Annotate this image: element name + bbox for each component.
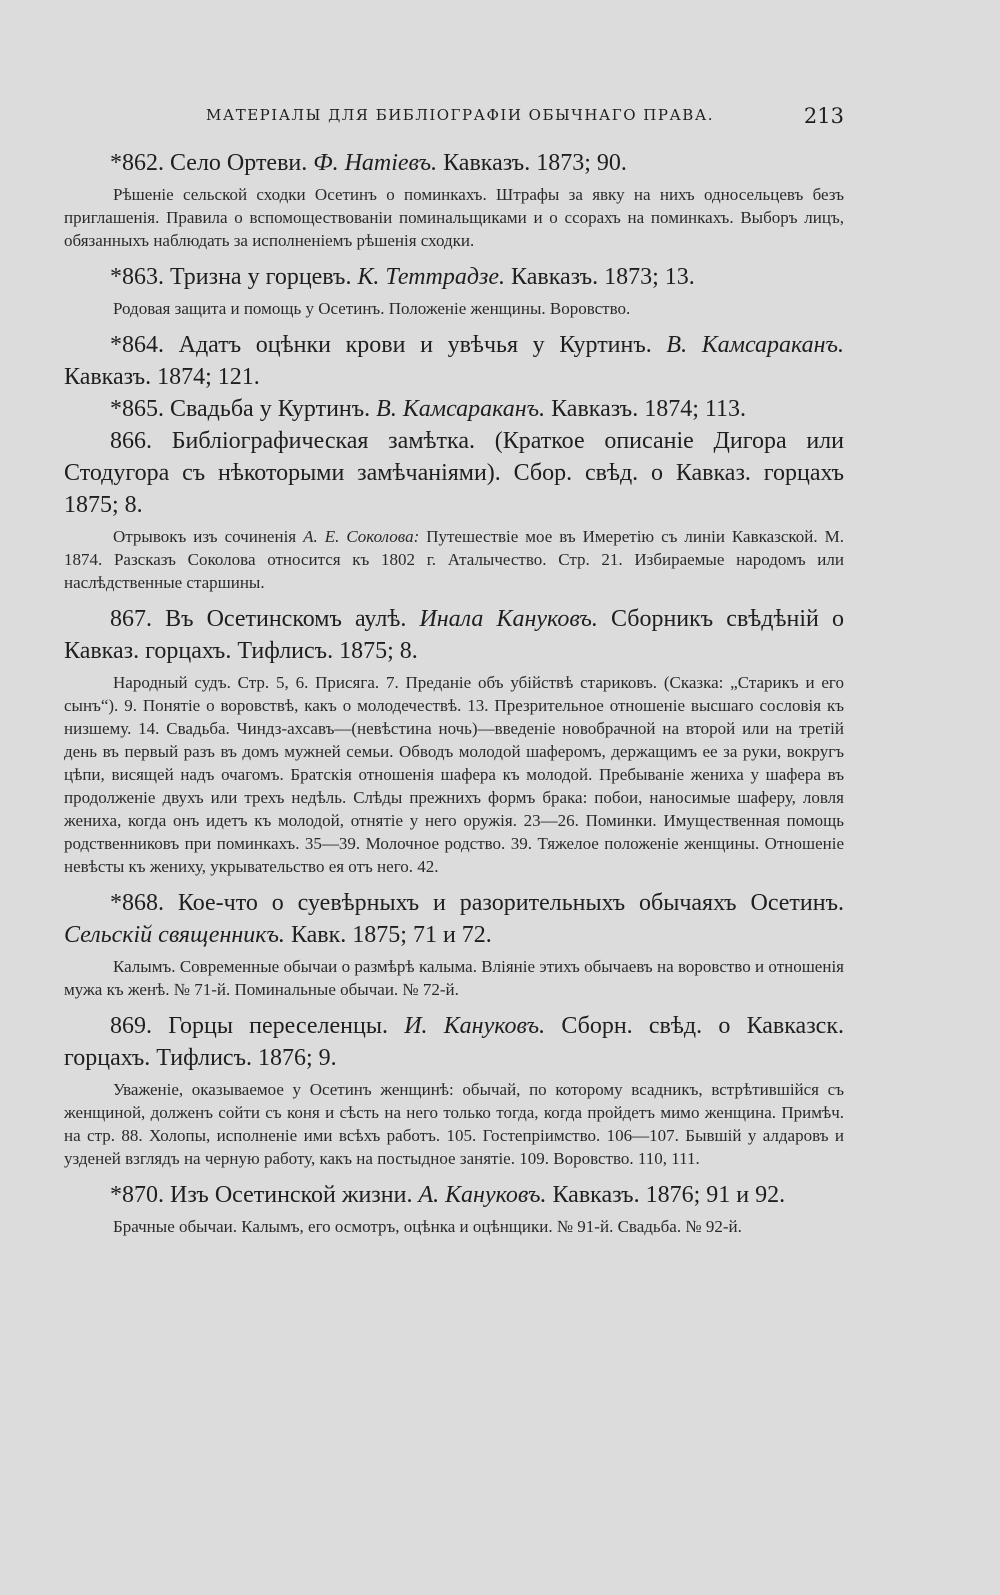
entry-863	[64, 261, 844, 320]
entry-title: 866. Библіографическая замѣтка. (Краткое описаніе Дигора или Стодугора съ нѣкоторыми замѣчаніями). Сбор. свѣд. о Кавказ. горцахъ 1875; 8.	[64, 428, 844, 518]
entry-author: Сельскій священникъ.	[64, 922, 285, 948]
entry-title: *870. Изъ Осетинской жизни. А. Кануковъ. Кавказъ. 1876; 91 и 92.	[110, 1182, 786, 1208]
entry-author: А. Кануковъ.	[418, 1182, 547, 1208]
entry-author: И. Кануковъ.	[404, 1013, 546, 1039]
entry-author: В. Камсараканъ.	[666, 332, 845, 358]
entry-title: *863. Тризна у горцевъ. К. Теттрадзе. Кавказъ. 1873; 13.	[110, 264, 695, 290]
entry-annotation: Брачные обычаи. Калымъ, его осмотръ, оцѣнка и оцѣнщики. № 91-й. Свадьба. № 92-й.	[113, 1217, 742, 1236]
entry-author: Инала Кануковъ.	[419, 606, 598, 632]
entry-867	[64, 603, 844, 878]
annotation-author: А. Е. Соколова:	[303, 527, 420, 546]
entry-title: *868. Кое-что о суевѣрныхъ и разорительныхъ обычаяхъ Осетинъ. Сельскій священникъ. Кавк. 1875; 71 и 72.	[64, 890, 844, 948]
bibliography-list	[64, 147, 844, 1247]
entry-866	[64, 425, 844, 594]
entry-annotation: Уваженіе, оказываемое у Осетинъ женщинѣ: обычай, по которому всадникъ, встрѣтившійся съ женщиной, долженъ сойти съ коня и сѣсть на него только тогда, когда пройдетъ мимо женщина. Примѣч. на стр. 88. Холопы, исполненіе ими всѣхъ работъ. 105. Гостепріимство. 106—107. Бывшій у алдаровъ и узденей взглядъ на черную работу, какъ на постыдное занятіе. 109. Воровство. 110, 111.	[64, 1080, 844, 1168]
page-number: 213	[803, 104, 844, 128]
entry-annotation: Народный судъ. Стр. 5, 6. Присяга. 7. Преданіе объ убійствѣ стариковъ. (Сказка: „Старикъ и его сынъ“). 9. Понятіе о воровствѣ, какъ о молодечествѣ. 13. Презрительное отношеніе высшаго сословія къ низшему. 14. Свадьба. Чиндз-ахсавъ—(невѣстина ночь)—введеніе новобрачной на второй или на третій день въ первый разъ въ домъ мужней семьи. Обводъ молодой шаферомъ, держащимъ ее за руки, вокругъ цѣпи, висящей надъ очагомъ. Братскія отношенія шафера къ молодой. Пребываніе жениха у шафера въ продолженіе двухъ или трехъ недѣль. Слѣды прежнихъ формъ брака: побои, наносимые шаферу, ловля жениха, когда онъ идетъ къ молодой, отнятіе у него оружія. 23—26. Поминки. Имущественная помощь родственниковъ при поминкахъ. 35—39. Молочное родство. 39. Тяжелое положеніе женщины. Отношеніе невѣсты къ жениху, укрывательство ея отъ него. 42.	[64, 673, 844, 876]
page-header	[64, 104, 844, 134]
entry-annotation: Рѣшеніе сельской сходки Осетинъ о поминкахъ. Штрафы за явку на нихъ односельцевъ безъ приглашенія. Правила о вспомоществованіи поминальщиками и о ссорахъ на поминкахъ. Выборъ лицъ, обязанныхъ наблюдать за исполненіемъ рѣшенія сходки.	[64, 185, 844, 250]
entry-title: *864. Адатъ оцѣнки крови и увѣчья у Куртинъ. В. Камсараканъ. Кавказъ. 1874; 121.	[64, 332, 845, 390]
entry-865	[64, 393, 844, 425]
entry-author: К. Теттрадзе.	[357, 264, 506, 290]
entry-annotation: Родовая защита и помощь у Осетинъ. Положеніе женщины. Воровство.	[113, 299, 631, 318]
entry-title: 869. Горцы переселенцы. И. Кануковъ. Сборн. свѣд. о Кавказск. горцахъ. Тифлисъ. 1876; 9.	[64, 1013, 844, 1071]
running-title: МАТЕРІАЛЫ ДЛЯ БИБЛІОГРАФІИ ОБЫЧНАГО ПРАВА.	[206, 106, 714, 124]
entry-title: 867. Въ Осетинскомъ аулѣ. Инала Кануковъ. Сборникъ свѣдѣній о Кавказ. горцахъ. Тифлисъ. 1875; 8.	[64, 606, 844, 664]
entry-title: *862. Село Ортеви. Ф. Натіевъ. Кавказъ. 1873; 90.	[110, 150, 627, 176]
entry-869	[64, 1010, 844, 1170]
entry-title: *865. Свадьба у Куртинъ. В. Камсараканъ. Кавказъ. 1874; 113.	[110, 396, 746, 422]
entry-870	[64, 1179, 844, 1238]
entry-864	[64, 329, 844, 393]
entry-author: Ф. Натіевъ.	[313, 150, 438, 176]
entry-annotation: Отрывокъ изъ сочиненія А. Е. Соколова: Путешествіе мое въ Имеретію съ линіи Кавказской. М. 1874. Разсказъ Соколова относится къ 1802 г. Аталычество. Стр. 21. Избираемые народомъ или наслѣдственные старшины.	[64, 527, 845, 592]
entry-annotation: Калымъ. Современные обычаи о размѣрѣ калыма. Вліяніе этихъ обычаевъ на воровство и отношенія мужа къ женѣ. № 71-й. Поминальные обычаи. № 72-й.	[64, 957, 844, 999]
entry-862	[64, 147, 844, 252]
entry-868	[64, 887, 844, 1001]
entry-author: В. Камсараканъ.	[376, 396, 546, 422]
